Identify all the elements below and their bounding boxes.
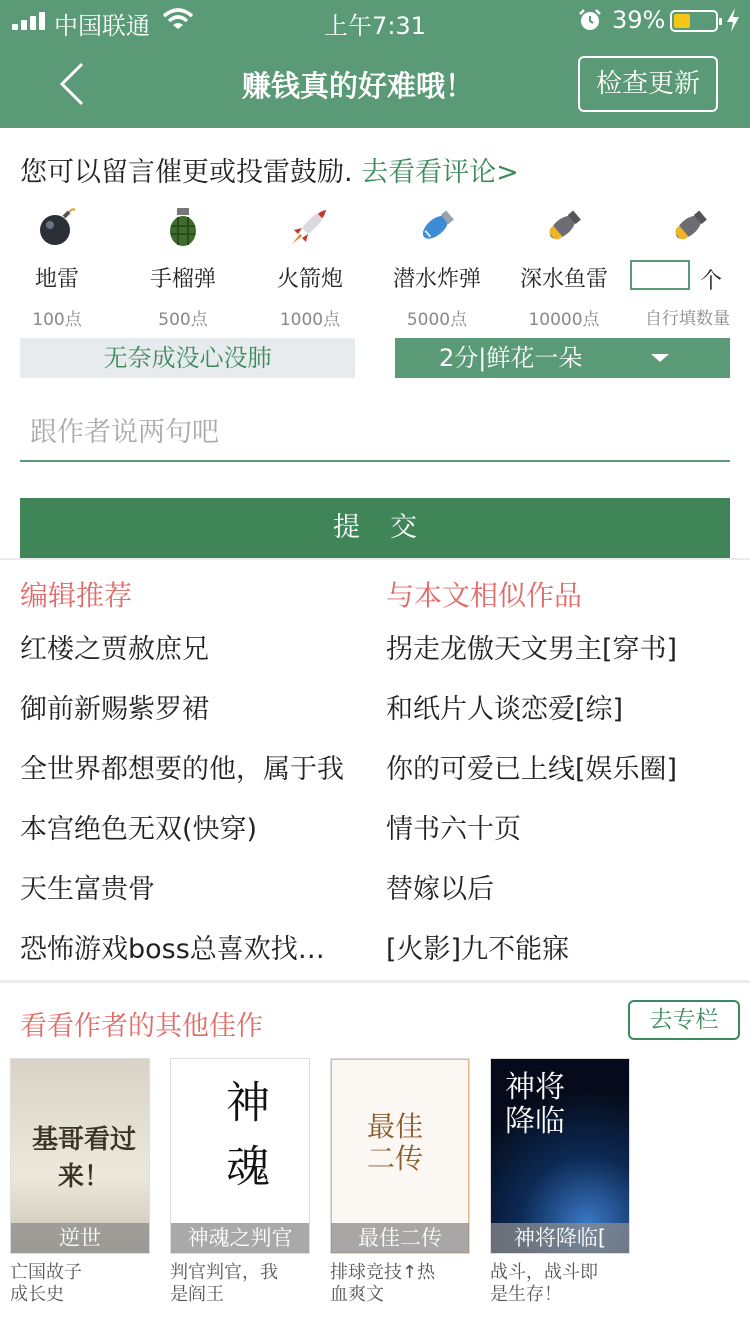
book-description-text: 判官判官，我 是阎王 <box>170 1262 278 1305</box>
cover-title-art: 神魂 <box>218 1079 269 1207</box>
rocket-icon <box>288 204 332 248</box>
list-item[interactable]: 本宫绝色无双(快穿) <box>20 814 258 845</box>
page-title: 赚钱真的好难哦！ <box>241 69 474 103</box>
intro-text <box>20 150 519 189</box>
list-item[interactable]: 红楼之贾赦庶兄 <box>20 634 209 665</box>
section-divider <box>0 558 750 560</box>
book-description-text: 战斗，战斗即 是生存！ <box>490 1262 598 1305</box>
gift-points: 500点 <box>158 310 208 330</box>
section-divider <box>0 980 750 983</box>
clock: 上午7:31 <box>324 12 426 40</box>
score-select-value: 2分|鲜花一朵 <box>439 344 583 372</box>
book-cover[interactable] <box>170 1058 310 1254</box>
grenade-icon <box>161 204 205 248</box>
custom-quantity-note: 自行填数量 <box>645 309 730 329</box>
gift-points: 1000点 <box>279 310 341 330</box>
similar-works-list <box>386 620 746 980</box>
gift-name: 地雷 <box>34 267 79 292</box>
book-caption: 逆世 <box>11 1223 149 1253</box>
list-item[interactable]: 你的可爱已上线[娱乐圈] <box>386 754 678 785</box>
view-comments-link[interactable]: 去看看评论> <box>361 157 519 188</box>
list-item[interactable]: [火影]九不能寐 <box>386 934 570 965</box>
gift-name: 潜水炸弹 <box>392 267 481 292</box>
top-bar <box>0 0 750 128</box>
gift-landmine[interactable] <box>0 196 120 330</box>
gift-depth-bomb[interactable] <box>374 196 500 330</box>
battery-icon <box>670 10 718 32</box>
book-cover[interactable] <box>330 1058 470 1254</box>
book-cover[interactable] <box>490 1058 630 1254</box>
book-cover[interactable] <box>10 1058 150 1254</box>
gift-name: 火箭炮 <box>276 267 343 292</box>
charging-icon <box>726 8 740 32</box>
status-bar <box>0 0 750 40</box>
submit-button[interactable]: 提交 <box>20 498 730 558</box>
gift-points: 100点 <box>32 310 82 330</box>
commenter-identity[interactable]: 无奈成没心没肺 <box>20 338 355 378</box>
list-item[interactable]: 御前新赐紫罗裙 <box>20 694 209 725</box>
book-description-text: 排球竞技↑热 血爽文 <box>330 1262 436 1305</box>
battery-percent: 39% <box>612 6 666 34</box>
custom-quantity-unit: 个 <box>700 269 723 294</box>
book-card[interactable] <box>330 1058 472 1306</box>
score-select[interactable] <box>395 338 730 378</box>
book-caption: 神将降临[ <box>491 1223 629 1253</box>
list-item[interactable]: 天生富贵骨 <box>20 874 155 905</box>
cover-title-art: 基哥看过来！ <box>31 1125 136 1192</box>
alarm-icon <box>578 8 602 32</box>
book-description <box>170 1262 312 1306</box>
custom-quantity-input[interactable] <box>630 260 690 290</box>
gift-rocket[interactable] <box>247 196 373 330</box>
book-description <box>10 1262 152 1306</box>
list-item[interactable]: 情书六十页 <box>386 814 521 845</box>
author-column-button[interactable]: 去专栏 <box>628 1000 740 1040</box>
carrier-name: 中国联通 <box>54 12 150 40</box>
bomb-icon <box>35 204 79 248</box>
book-card[interactable] <box>490 1058 632 1306</box>
book-caption: 神魂之判官 <box>171 1223 309 1253</box>
gift-name: 手榴弹 <box>149 267 216 292</box>
book-card[interactable] <box>10 1058 152 1306</box>
gift-grenade[interactable] <box>120 196 246 330</box>
gift-options <box>0 196 750 336</box>
book-description-text: 亡国故子 成长史 <box>10 1262 82 1305</box>
gift-points: 5000点 <box>406 310 468 330</box>
list-item[interactable]: 恐怖游戏boss总喜欢找… <box>20 934 325 965</box>
list-item[interactable]: 和纸片人谈恋爱[综] <box>386 694 624 725</box>
depth-bomb-icon <box>415 204 459 248</box>
book-caption: 最佳二传 <box>331 1223 469 1253</box>
intro-message: 您可以留言催更或投雷鼓励. <box>20 157 362 188</box>
book-card[interactable] <box>170 1058 312 1306</box>
cover-title-art: 最佳二传 <box>367 1110 424 1175</box>
gift-name: 深水鱼雷 <box>519 267 608 292</box>
list-item[interactable]: 全世界都想要的他，属于我 <box>20 754 344 785</box>
custom-torpedo-icon <box>668 204 712 248</box>
book-description <box>330 1262 472 1306</box>
torpedo-icon <box>542 204 586 248</box>
editor-picks-title: 编辑推荐 <box>20 579 133 612</box>
comment-input[interactable] <box>20 404 730 462</box>
list-item[interactable]: 拐走龙傲天文男主[穿书] <box>386 634 678 665</box>
editor-picks-list <box>20 620 380 980</box>
list-item[interactable]: 替嫁以后 <box>386 874 494 905</box>
book-description <box>490 1262 632 1306</box>
author-works-title: 看看作者的其他佳作 <box>20 1011 263 1042</box>
check-update-button[interactable]: 检查更新 <box>578 56 718 112</box>
similar-works-title: 与本文相似作品 <box>386 579 583 612</box>
chevron-down-icon <box>651 354 669 362</box>
gift-torpedo[interactable] <box>501 196 627 330</box>
gift-points: 10000点 <box>528 310 600 330</box>
cover-title-art: 神将降临 <box>505 1070 565 1139</box>
